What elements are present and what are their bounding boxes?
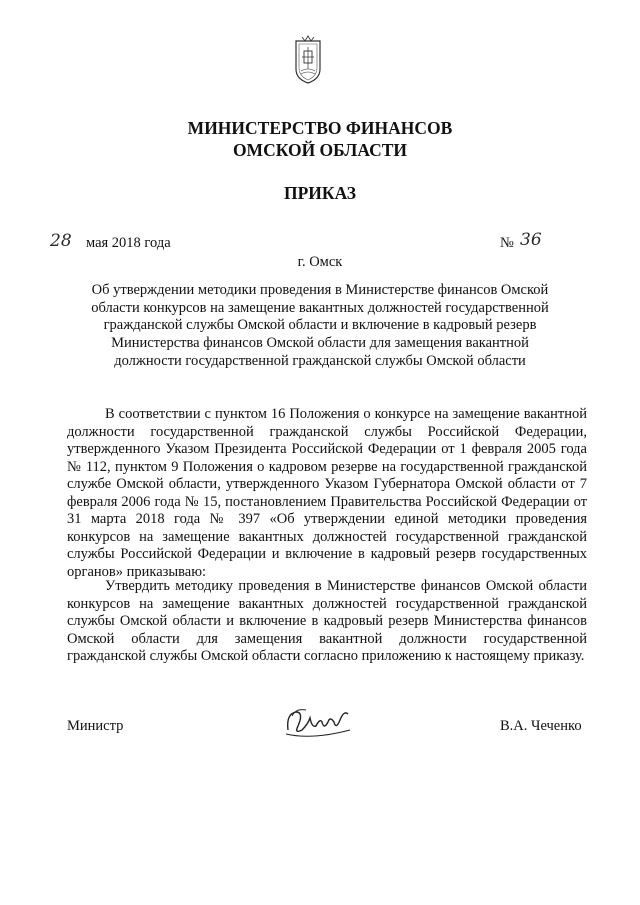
body-paragraph-1-text: В соответствии с пунктом 16 Положения о конкурсе на замещение вакантной должности государственной гражданской службы Российской Федерации, утвержденного Указом Президента Российской Федерации от 1 февраля 2005 года № 112, пунктом 9 Положения о кадровом резерве на государственной гражданской службе Омской области, утвержденного Указом Губернатора Омской области от 7 февраля 2006 года № 15, постановлением Правительства Российской Федерации от 31 марта 2018 года № 397 «Об утверждении единой методики проведения конкурсов на замещение вакантных должностей государственной гражданской службы Российской Федерации и включение в кадровый резерв государственных органов» приказываю: (67, 406, 587, 580)
date-month-year: мая 2018 года (86, 235, 171, 251)
date-day: 28 (50, 231, 72, 251)
order-number-label: № (500, 235, 514, 251)
city: г. Омск (297, 254, 343, 270)
order-subject: Об утверждении методики проведения в Министерстве финансов Омской области конкурсов на замещение вакантных должностей государственной гражданской службы Омской области и включение в кадровый резерв Министерства финансов Омской области для замещения вакантной должности государственной гражданской службы Омской области (91, 282, 549, 369)
body-paragraph-2-text: Утвердить методику проведения в Министерстве финансов Омской области конкурсов на замещение вакантных должностей государственной гражданской службы Омской области и включение в кадровый резерв Министерства финансов Омской области для замещения вакантной должности государственной гражданской службы Омской области согласно приложению к настоящему приказу. (67, 578, 587, 664)
signer-role: Министр (67, 718, 124, 734)
body-paragraph-2 (67, 578, 587, 666)
ministry-name-line1: МИНИСТЕРСТВО ФИНАНСОВ (187, 118, 453, 138)
signer-name: В.А. Чеченко (500, 718, 582, 734)
body-paragraph-1 (67, 406, 587, 581)
signature-icon (282, 700, 354, 744)
order-number: 36 (520, 230, 542, 250)
coat-of-arms-icon (293, 35, 323, 85)
ministry-name-line2: ОМСКОЙ ОБЛАСТИ (232, 140, 408, 160)
document-type: ПРИКАЗ (283, 183, 357, 203)
